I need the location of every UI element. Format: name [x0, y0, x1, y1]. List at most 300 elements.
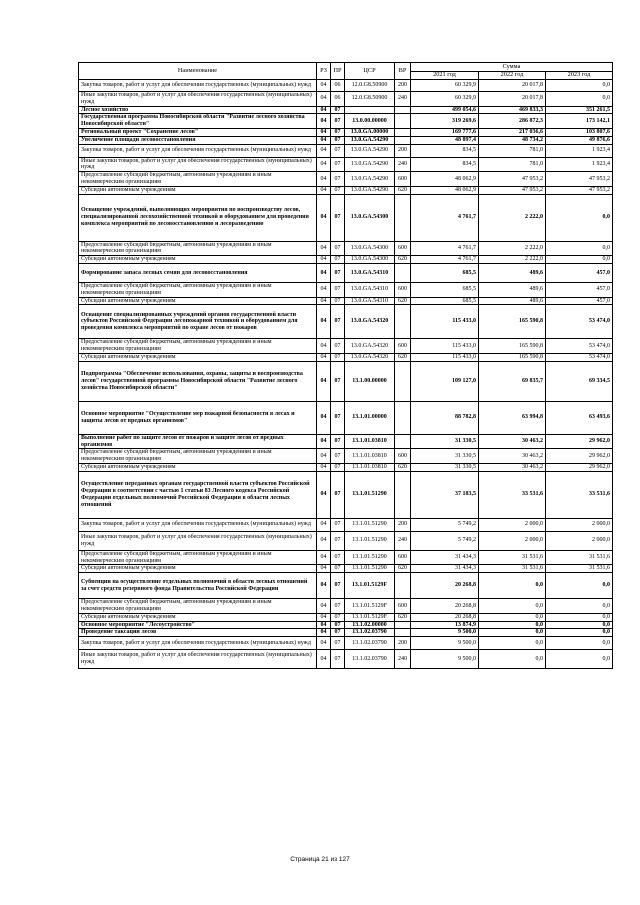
row-sum-2022: 165 590,8: [479, 305, 546, 339]
row-pr: 07: [331, 565, 345, 573]
table-row: [79, 471, 613, 518]
row-name: Иные закупки товаров, работ и услуг для обеспечения государственных (муниципальных) нужд: [79, 650, 317, 669]
row-pr: 07: [331, 172, 345, 187]
row-pr: 07: [331, 637, 345, 650]
table-row: [79, 305, 613, 339]
table-row: [79, 92, 613, 107]
row-csr: 12.0.G8.50900: [345, 80, 395, 92]
row-pr: 06: [331, 80, 345, 92]
row-sum-2021: 115 433,0: [411, 305, 479, 339]
row-sum-2022: 0,0: [479, 637, 546, 650]
row-name: Формирование запаса лесных семян для лесовосстановления: [79, 263, 317, 282]
row-sum-2022: 0,0: [479, 599, 546, 614]
table-row: [79, 128, 613, 136]
row-csr: 13.1.01.51290: [345, 565, 395, 573]
row-vr: 200: [395, 80, 411, 92]
row-name: Иные закупки товаров, работ и услуг для обеспечения государственных (муниципальных) нужд: [79, 157, 317, 172]
row-vr: 240: [395, 157, 411, 172]
row-name: Проведение таксации лесов: [79, 629, 317, 637]
row-sum-2021: 20 268,8: [411, 599, 479, 614]
table-row: [79, 637, 613, 650]
row-pr: 07: [331, 449, 345, 464]
header-year-2021: 2021 год: [411, 72, 479, 80]
row-rz: 04: [317, 157, 331, 172]
row-name: Подпрограмма "Обеспечение использования, охраны, защиты и воспроизводства лесов" государственной программы Новосибирской области "Развитие лесного хозяйства Новосибирской области": [79, 361, 317, 401]
row-vr: [395, 621, 411, 629]
row-sum-2021: 31 330,5: [411, 449, 479, 464]
row-pr: 07: [331, 339, 345, 354]
row-vr: 240: [395, 92, 411, 107]
row-sum-2023: 0,0: [546, 650, 613, 669]
row-csr: 13.1.01.03810: [345, 449, 395, 464]
row-pr: 07: [331, 256, 345, 264]
table-row: [79, 106, 613, 114]
row-sum-2021: 834,5: [411, 157, 479, 172]
row-vr: 240: [395, 650, 411, 669]
table-row: [79, 613, 613, 621]
row-rz: 04: [317, 282, 331, 297]
row-name: Предоставление субсидий бюджетным, автономным учреждениям и иным некоммерческим организациям: [79, 241, 317, 256]
row-pr: 07: [331, 531, 345, 550]
row-sum-2022: 30 463,2: [479, 463, 546, 471]
row-sum-2022: 286 872,3: [479, 114, 546, 129]
row-vr: [395, 573, 411, 599]
row-pr: 07: [331, 282, 345, 297]
row-name: Предоставление субсидий бюджетным, автономным учреждениям и иным некоммерческим организациям: [79, 449, 317, 464]
row-sum-2021: 60 329,9: [411, 92, 479, 107]
row-rz: 04: [317, 144, 331, 157]
row-csr: 12.0.G8.50900: [345, 92, 395, 107]
row-name: Субсидии автономным учреждениям: [79, 186, 317, 194]
row-name: Предоставление субсидий бюджетным, автономным учреждениям и иным некоммерческим организациям: [79, 550, 317, 565]
row-name: Выполнение работ по защите лесов от пожаров и защите лесов от вредных организмов: [79, 434, 317, 449]
row-name: Закупка товаров, работ и услуг для обеспечения государственных (муниципальных) нужд: [79, 637, 317, 650]
row-csr: 13.0.GA.54290: [345, 186, 395, 194]
row-vr: [395, 194, 411, 241]
row-pr: 07: [331, 186, 345, 194]
row-pr: 07: [331, 463, 345, 471]
row-sum-2021: 31 330,5: [411, 463, 479, 471]
row-csr: 13.0.GA.54320: [345, 339, 395, 354]
table-row: [79, 361, 613, 401]
row-sum-2021: 88 782,8: [411, 401, 479, 434]
row-name: Закупка товаров, работ и услуг для обеспечения государственных (муниципальных) нужд: [79, 518, 317, 531]
row-vr: 600: [395, 449, 411, 464]
table-row: [79, 157, 613, 172]
row-name: Предоставление субсидий бюджетным, автономным учреждениям и иным некоммерческим организациям: [79, 172, 317, 187]
row-sum-2023: 0,0: [546, 613, 613, 621]
row-rz: 04: [317, 565, 331, 573]
row-sum-2023: 2 000,0: [546, 531, 613, 550]
row-sum-2023: 2 000,0: [546, 518, 613, 531]
row-pr: 07: [331, 434, 345, 449]
row-name: Основное мероприятие "Осуществление мер пожарной безопасности в лесах и защиты лесов от вредных организмов": [79, 401, 317, 434]
row-rz: 04: [317, 621, 331, 629]
row-pr: 07: [331, 114, 345, 129]
row-sum-2023: 0,0: [546, 629, 613, 637]
row-vr: 620: [395, 297, 411, 305]
row-sum-2023: 31 531,6: [546, 565, 613, 573]
row-pr: 07: [331, 518, 345, 531]
row-csr: 13.1.02.03790: [345, 650, 395, 669]
row-pr: 06: [331, 92, 345, 107]
row-sum-2022: 2 000,0: [479, 531, 546, 550]
row-sum-2023: 47 953,2: [546, 186, 613, 194]
row-sum-2021: 9 500,0: [411, 637, 479, 650]
row-name: Субсидии автономным учреждениям: [79, 256, 317, 264]
table-row: [79, 256, 613, 264]
row-sum-2023: 457,0: [546, 263, 613, 282]
row-sum-2023: 0,0: [546, 621, 613, 629]
table-row: [79, 136, 613, 144]
row-sum-2023: 47 953,2: [546, 172, 613, 187]
table-row: [79, 599, 613, 614]
row-vr: 620: [395, 463, 411, 471]
row-csr: 13.0.GA.54320: [345, 353, 395, 361]
row-sum-2022: 47 953,2: [479, 172, 546, 187]
row-name: Закупка товаров, работ и услуг для обеспечения государственных (муниципальных) нужд: [79, 80, 317, 92]
table-row: [79, 80, 613, 92]
table-row: [79, 263, 613, 282]
row-rz: 04: [317, 361, 331, 401]
row-vr: 200: [395, 518, 411, 531]
row-csr: 13.1.00.00000: [345, 361, 395, 401]
row-sum-2022: 165 590,8: [479, 339, 546, 354]
row-rz: 04: [317, 114, 331, 129]
table-row: [79, 550, 613, 565]
row-name: Субвенции на осуществление отдельных полномочий в области лесных отношений за счет средств резервного фонда Правительства Российской Федерации: [79, 573, 317, 599]
row-sum-2023: 53 474,0: [546, 339, 613, 354]
row-sum-2023: 29 962,0: [546, 463, 613, 471]
row-rz: 04: [317, 531, 331, 550]
row-rz: 04: [317, 241, 331, 256]
budget-table: [78, 62, 613, 669]
row-csr: 13.0.00.00000: [345, 114, 395, 129]
row-rz: 04: [317, 172, 331, 187]
row-sum-2021: 48 062,9: [411, 172, 479, 187]
row-vr: [395, 401, 411, 434]
table-row: [79, 518, 613, 531]
row-pr: 07: [331, 361, 345, 401]
row-name: Лесное хозяйство: [79, 106, 317, 114]
row-rz: 04: [317, 471, 331, 518]
row-sum-2023: 103 807,6: [546, 128, 613, 136]
row-pr: 07: [331, 650, 345, 669]
row-name: Субсидии автономным учреждениям: [79, 353, 317, 361]
row-csr: 13.1.02.03790: [345, 629, 395, 637]
row-vr: [395, 263, 411, 282]
row-csr: 13.0.GA.54310: [345, 282, 395, 297]
table-row: [79, 144, 613, 157]
row-sum-2021: 5 749,2: [411, 518, 479, 531]
row-sum-2023: 457,0: [546, 297, 613, 305]
row-sum-2021: 5 749,2: [411, 531, 479, 550]
row-csr: 13.1.01.03810: [345, 434, 395, 449]
row-sum-2021: 37 183,5: [411, 471, 479, 518]
row-rz: 04: [317, 136, 331, 144]
row-name: Региональный проект "Сохранение лесов": [79, 128, 317, 136]
row-sum-2021: 9 500,0: [411, 650, 479, 669]
row-sum-2022: 2 222,0: [479, 194, 546, 241]
row-sum-2022: 20 017,8: [479, 80, 546, 92]
row-name: Основное мероприятие "Лесоустройство": [79, 621, 317, 629]
row-rz: 04: [317, 518, 331, 531]
row-sum-2022: 0,0: [479, 629, 546, 637]
row-sum-2022: 20 017,8: [479, 92, 546, 107]
row-rz: 04: [317, 613, 331, 621]
row-pr: 07: [331, 106, 345, 114]
row-pr: 07: [331, 353, 345, 361]
row-sum-2021: 4 761,7: [411, 194, 479, 241]
row-sum-2022: 33 531,6: [479, 471, 546, 518]
row-sum-2023: 0,0: [546, 241, 613, 256]
row-pr: 07: [331, 401, 345, 434]
row-csr: [345, 106, 395, 114]
row-sum-2023: 0,0: [546, 80, 613, 92]
row-rz: 04: [317, 92, 331, 107]
row-vr: [395, 128, 411, 136]
row-sum-2022: 469 833,3: [479, 106, 546, 114]
row-sum-2023: 33 531,6: [546, 471, 613, 518]
row-name: Государственная программа Новосибирской области "Развитие лесного хозяйства Новосибирской области": [79, 114, 317, 129]
row-sum-2023: 53 474,0: [546, 305, 613, 339]
row-vr: 620: [395, 565, 411, 573]
row-rz: 04: [317, 463, 331, 471]
header-year-2022: 2022 год: [479, 72, 546, 80]
row-sum-2023: 1 923,4: [546, 144, 613, 157]
row-sum-2023: 0,0: [546, 573, 613, 599]
row-rz: 04: [317, 650, 331, 669]
row-sum-2021: 20 268,8: [411, 613, 479, 621]
row-vr: 200: [395, 144, 411, 157]
row-name: Предоставление субсидий бюджетным, автономным учреждениям и иным некоммерческим организациям: [79, 282, 317, 297]
row-csr: 13.0.GA.54310: [345, 297, 395, 305]
row-csr: 13.0.GA.54290: [345, 144, 395, 157]
row-csr: 13.0.GA.54310: [345, 263, 395, 282]
row-sum-2022: 0,0: [479, 650, 546, 669]
row-vr: 600: [395, 339, 411, 354]
row-vr: [395, 136, 411, 144]
row-sum-2022: 30 463,2: [479, 434, 546, 449]
row-sum-2021: 109 127,0: [411, 361, 479, 401]
table-row: [79, 186, 613, 194]
header-rz: РЗ: [317, 63, 331, 80]
row-name: Оснащение специализированных учреждений органов государственной власти субъектов Российской Федерации лесопожарной техникой и оборудованием для проведения комплекса мероприятий по охране лесов от пожаров: [79, 305, 317, 339]
row-vr: [395, 434, 411, 449]
row-csr: 13.0.GA.54290: [345, 172, 395, 187]
table-row: [79, 573, 613, 599]
row-csr: 13.1.01.51290: [345, 518, 395, 531]
row-pr: 07: [331, 194, 345, 241]
row-pr: 07: [331, 613, 345, 621]
row-csr: 13.0.GA.54300: [345, 256, 395, 264]
row-sum-2023: 1 923,4: [546, 157, 613, 172]
row-vr: [395, 106, 411, 114]
row-pr: 07: [331, 144, 345, 157]
table-row: [79, 621, 613, 629]
row-pr: 07: [331, 136, 345, 144]
row-sum-2021: 60 329,9: [411, 80, 479, 92]
table-row: [79, 114, 613, 129]
row-sum-2022: 2 222,0: [479, 256, 546, 264]
row-sum-2021: 115 433,0: [411, 339, 479, 354]
row-sum-2022: 69 835,7: [479, 361, 546, 401]
row-vr: [395, 305, 411, 339]
row-name: Иные закупки товаров, работ и услуг для обеспечения государственных (муниципальных) нужд: [79, 92, 317, 107]
page-number: Страница 21 из 127: [290, 856, 350, 863]
row-vr: 600: [395, 550, 411, 565]
row-sum-2021: 834,5: [411, 144, 479, 157]
row-sum-2022: 30 463,2: [479, 449, 546, 464]
row-sum-2021: 31 434,3: [411, 550, 479, 565]
row-rz: 04: [317, 339, 331, 354]
row-vr: 600: [395, 282, 411, 297]
table-row: [79, 463, 613, 471]
row-csr: 13.0.GA.54290: [345, 136, 395, 144]
row-sum-2021: 20 268,8: [411, 573, 479, 599]
row-sum-2022: 48 734,2: [479, 136, 546, 144]
row-sum-2023: 457,0: [546, 282, 613, 297]
row-sum-2022: 0,0: [479, 573, 546, 599]
table-row: [79, 531, 613, 550]
row-sum-2021: 31 434,3: [411, 565, 479, 573]
row-sum-2022: 0,0: [479, 613, 546, 621]
row-csr: 13.1.01.00000: [345, 401, 395, 434]
table-row: [79, 434, 613, 449]
row-pr: 07: [331, 157, 345, 172]
row-csr: 13.1.01.5129F: [345, 573, 395, 599]
page-sheet: [78, 62, 612, 669]
row-sum-2023: 29 962,0: [546, 434, 613, 449]
row-sum-2022: 2 222,0: [479, 241, 546, 256]
row-rz: 04: [317, 434, 331, 449]
row-name: Увеличение площади лесовосстановления: [79, 136, 317, 144]
table-row: [79, 650, 613, 669]
row-sum-2021: 48 897,4: [411, 136, 479, 144]
row-rz: 04: [317, 186, 331, 194]
row-sum-2023: 31 531,6: [546, 550, 613, 565]
header-name: Наименование: [79, 63, 317, 80]
row-vr: 620: [395, 353, 411, 361]
row-rz: 04: [317, 80, 331, 92]
row-csr: 13.1.01.51290: [345, 550, 395, 565]
table-row: [79, 629, 613, 637]
row-vr: 200: [395, 637, 411, 650]
row-vr: 620: [395, 256, 411, 264]
row-vr: [395, 361, 411, 401]
row-rz: 04: [317, 573, 331, 599]
table-row: [79, 401, 613, 434]
row-sum-2021: 169 777,6: [411, 128, 479, 136]
row-sum-2021: 685,5: [411, 282, 479, 297]
row-vr: 600: [395, 241, 411, 256]
row-sum-2021: 115 433,0: [411, 353, 479, 361]
row-sum-2023: 0,0: [546, 637, 613, 650]
row-csr: 13.1.01.5129F: [345, 599, 395, 614]
row-sum-2022: 781,0: [479, 144, 546, 157]
row-csr: 13.1.01.5129F: [345, 613, 395, 621]
row-csr: 13.0.GA.00000: [345, 128, 395, 136]
row-rz: 04: [317, 550, 331, 565]
row-rz: 04: [317, 599, 331, 614]
row-rz: 04: [317, 297, 331, 305]
table-row: [79, 172, 613, 187]
row-sum-2023: 0,0: [546, 92, 613, 107]
row-rz: 04: [317, 449, 331, 464]
row-csr: 13.0.GA.54320: [345, 305, 395, 339]
row-name: Субсидии автономным учреждениям: [79, 297, 317, 305]
row-rz: 04: [317, 305, 331, 339]
row-csr: 13.1.02.00000: [345, 621, 395, 629]
header-vr: ВР: [395, 63, 411, 80]
row-sum-2022: 2 000,0: [479, 518, 546, 531]
row-csr: 13.0.GA.54290: [345, 157, 395, 172]
row-sum-2021: 31 330,5: [411, 434, 479, 449]
row-sum-2022: 0,0: [479, 621, 546, 629]
row-name: Субсидии автономным учреждениям: [79, 565, 317, 573]
row-vr: [395, 114, 411, 129]
row-sum-2021: 4 761,7: [411, 241, 479, 256]
row-name: Субсидии автономным учреждениям: [79, 463, 317, 471]
row-pr: 07: [331, 629, 345, 637]
row-pr: 07: [331, 263, 345, 282]
row-rz: 04: [317, 629, 331, 637]
row-name: Субсидии автономным учреждениям: [79, 613, 317, 621]
row-pr: 07: [331, 471, 345, 518]
row-sum-2023: 49 876,6: [546, 136, 613, 144]
table-row: [79, 282, 613, 297]
row-sum-2021: 4 761,7: [411, 256, 479, 264]
row-rz: 04: [317, 194, 331, 241]
row-sum-2021: 9 500,0: [411, 629, 479, 637]
table-row: [79, 297, 613, 305]
table-row: [79, 353, 613, 361]
row-pr: 07: [331, 305, 345, 339]
row-name: Предоставление субсидий бюджетным, автономным учреждениям и иным некоммерческим организациям: [79, 599, 317, 614]
row-pr: 07: [331, 128, 345, 136]
row-pr: 07: [331, 573, 345, 599]
row-name: Иные закупки товаров, работ и услуг для обеспечения государственных (муниципальных) нужд: [79, 531, 317, 550]
row-vr: 620: [395, 186, 411, 194]
header-year-2023: 2023 год: [546, 72, 613, 80]
row-sum-2023: 173 142,1: [546, 114, 613, 129]
row-sum-2021: 499 054,6: [411, 106, 479, 114]
row-sum-2022: 489,6: [479, 282, 546, 297]
row-sum-2023: 69 334,5: [546, 361, 613, 401]
row-sum-2023: 351 261,5: [546, 106, 613, 114]
row-csr: 13.1.01.51290: [345, 471, 395, 518]
row-sum-2023: 53 474,0: [546, 353, 613, 361]
row-sum-2023: 0,0: [546, 256, 613, 264]
row-vr: [395, 471, 411, 518]
row-sum-2022: 781,0: [479, 157, 546, 172]
row-rz: 04: [317, 256, 331, 264]
row-sum-2022: 489,6: [479, 263, 546, 282]
row-pr: 07: [331, 550, 345, 565]
row-sum-2023: 0,0: [546, 194, 613, 241]
row-rz: 04: [317, 637, 331, 650]
table-body: [79, 80, 613, 669]
table-row: [79, 194, 613, 241]
row-vr: 600: [395, 599, 411, 614]
row-sum-2022: 63 994,8: [479, 401, 546, 434]
row-rz: 04: [317, 128, 331, 136]
row-sum-2022: 217 036,6: [479, 128, 546, 136]
row-sum-2022: 165 590,8: [479, 353, 546, 361]
row-rz: 04: [317, 106, 331, 114]
table-row: [79, 565, 613, 573]
header-pr: ПР: [331, 63, 345, 80]
